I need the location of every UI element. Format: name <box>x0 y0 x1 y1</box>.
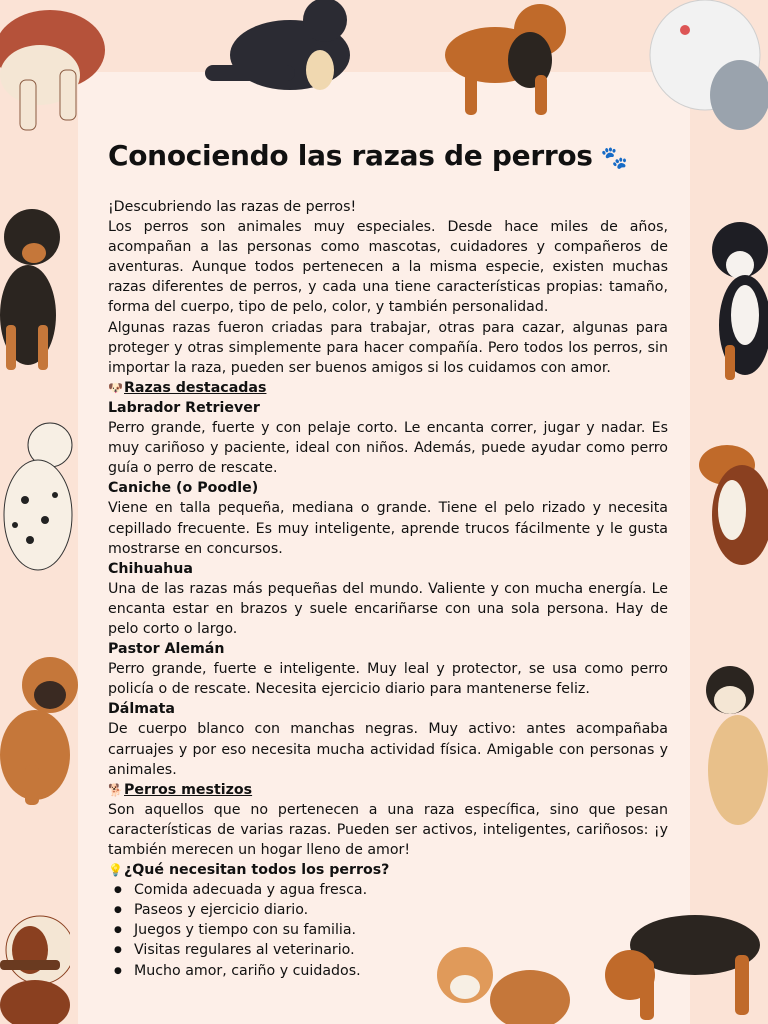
dog-illustration-collie <box>692 440 768 565</box>
breed-name: Chihuahua <box>108 560 193 577</box>
list-item: ● Juegos y tiempo con su familia. <box>134 920 668 940</box>
breed-description: De cuerpo blanco con manchas negras. Muy activo: antes acompañaba carruajes y por eso necesita mucha actividad física. Amigable con personas y animales. <box>108 721 668 778</box>
list-item: ● Comida adecuada y agua fresca. <box>134 880 668 900</box>
section-mixed-breeds <box>108 780 668 800</box>
breed-name: Caniche (o Poodle) <box>108 480 259 497</box>
paw-prints-icon: 🐾 <box>600 146 628 171</box>
breed-description: Una de las razas más pequeñas del mundo. Valiente y con mucha energía. Le encanta estar en brazos y suele encariñarse con una sola persona. Hay de pelo corto o largo. <box>108 580 668 637</box>
breed-description: Perro grande, fuerte y con pelaje corto. Le encanta correr, jugar y nadar. Es muy cariñoso y paciente, ideal con niños. Además, puede ayudar como perro guía o perro de rescate. <box>108 420 668 477</box>
list-item: ● Visitas regulares al veterinario. <box>134 940 668 960</box>
intro-paragraph-2: Algunas razas fueron criadas para trabajar, otras para cazar, algunas para proteger y otras simplemente para hacer compañía. Pero todos los perros, sin importar la raza, pueden ser buenos amigos si los cuidamos con amor. <box>108 319 668 376</box>
dog-illustration-saint-bernard <box>0 910 70 1024</box>
dog-illustration-dalmatian <box>0 420 75 585</box>
light-bulb-icon: 💡 <box>108 863 123 878</box>
dog-illustration-black-lying <box>195 0 370 120</box>
dog-illustration-rottweiler <box>0 205 60 375</box>
list-item: ● Mucho amor, cariño y cuidados. <box>134 961 668 981</box>
section-needs <box>108 860 668 880</box>
dog-illustration-sheepdog <box>645 0 768 140</box>
page-title <box>108 136 668 179</box>
needs-list <box>108 880 668 980</box>
section-featured-label: Razas destacadas <box>124 379 267 396</box>
list-item: ● Paseos y ejercicio diario. <box>134 900 668 920</box>
article <box>108 136 668 981</box>
section-featured-breeds <box>108 378 668 398</box>
mixed-breeds-text: Son aquellos que no pertenecen a una raza específica, sino que pesan características de varias razas. Pueden ser activos, inteligentes, cariñosos: ¡y también merecen un hogar lleno de amor! <box>108 801 668 858</box>
dog-illustration-bernese <box>705 215 768 380</box>
dog-icon: 🐕 <box>108 782 123 797</box>
breed-description: Perro grande, fuerte e inteligente. Muy leal y protector, se usa como perro policía o de rescate. Necesita ejercicio diario para mantenerse feliz. <box>108 661 668 698</box>
intro-heading: ¡Descubriendo las razas de perros! <box>108 199 357 215</box>
dog-illustration-top-left <box>0 0 120 140</box>
breed-name: Dálmata <box>108 701 175 718</box>
intro-paragraph-1: Los perros son animales muy especiales. Desde hace miles de años, acompañan a las personas como mascotas, cuidadores y compañeros de aventuras. Aunque todos pertenecen a la misma especie, existen muchas razas diferentes de perros, y cada una tiene características propias: tamaño, forma del cuerpo, tipo de pelo, color, y también personalidad. <box>108 219 668 316</box>
section-needs-label: ¿Qué necesitan todos los perros? <box>124 862 390 879</box>
dog-illustration-husky <box>700 660 768 825</box>
section-mixed-label: Perros mestizos <box>124 781 253 798</box>
breed-name: Labrador Retriever <box>108 399 260 416</box>
page-title-text: Conociendo las razas de perros <box>108 139 593 172</box>
dog-face-icon: 🐶 <box>108 380 123 395</box>
breed-name: Pastor Alemán <box>108 641 225 658</box>
breed-description: Viene en talla pequeña, mediana o grande. Tiene el pelo rizado y necesita cepillado frecuente. Es muy inteligente, aprende trucos fácilmente y le gusta mostrarse en concursos. <box>108 500 668 557</box>
dog-illustration-mastiff <box>0 655 80 805</box>
dog-illustration-brown-standing <box>425 0 575 120</box>
